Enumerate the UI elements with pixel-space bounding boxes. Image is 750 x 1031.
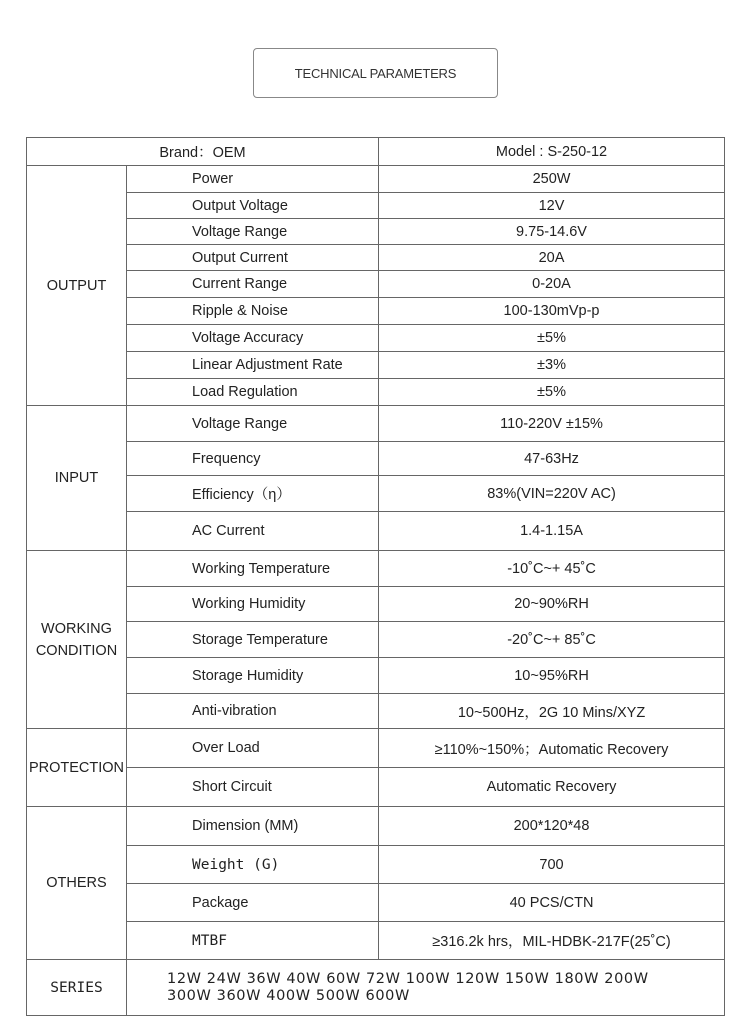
param-cell: Voltage Accuracy	[127, 325, 379, 352]
param-cell: Linear Adjustment Rate	[127, 352, 379, 379]
value-cell: 47-63Hz	[379, 442, 725, 476]
param-cell: Working Humidity	[127, 587, 379, 622]
table-row	[27, 166, 725, 193]
group-label-line: WORKING	[41, 620, 112, 637]
value-cell: 9.75-14.6V	[379, 219, 725, 245]
table-row	[27, 922, 725, 960]
table-row	[27, 219, 725, 245]
value-cell: -10˚C~+ 45˚C	[379, 551, 725, 587]
value-cell: ≥316.2k hrs，MIL-HDBK-217F(25˚C)	[379, 922, 725, 960]
table-row	[27, 551, 725, 587]
value-cell: ±5%	[379, 325, 725, 352]
table-row	[27, 352, 725, 379]
value-cell: ±3%	[379, 352, 725, 379]
table-row	[27, 476, 725, 512]
table-row	[27, 406, 725, 442]
table-row	[27, 694, 725, 729]
table-row	[27, 298, 725, 325]
group-label-output: OUTPUT	[27, 166, 127, 406]
value-cell: -20˚C~+ 85˚C	[379, 622, 725, 658]
spec-table	[26, 137, 725, 1016]
table-row	[27, 587, 725, 622]
param-cell: Output Current	[127, 245, 379, 271]
table-row	[27, 729, 725, 768]
value-cell: 110-220V ±15%	[379, 406, 725, 442]
param-cell: Output Voltage	[127, 193, 379, 219]
table-row	[27, 846, 725, 884]
series-label: SERIES	[27, 960, 127, 1016]
group-label-working-condition	[27, 551, 127, 729]
table-row	[27, 325, 725, 352]
param-cell: Frequency	[127, 442, 379, 476]
value-cell: 40 PCS/CTN	[379, 884, 725, 922]
value-cell: 100-130mVp-p	[379, 298, 725, 325]
series-values	[127, 960, 725, 1016]
value-cell: 200*120*48	[379, 807, 725, 846]
table-row	[27, 271, 725, 298]
series-line-1: 12W 24W 36W 40W 60W 72W 100W 120W 150W 180W 200W	[167, 970, 649, 987]
group-label-line: CONDITION	[35, 642, 118, 659]
value-cell: 250W	[379, 166, 725, 193]
value-cell: 12V	[379, 193, 725, 219]
value-cell: ±5%	[379, 379, 725, 406]
value-cell: 20~90%RH	[379, 587, 725, 622]
table-row	[27, 884, 725, 922]
value-cell: 10~500Hz，2G 10 Mins/XYZ	[379, 694, 725, 729]
group-label-others: OTHERS	[27, 807, 127, 960]
table-row	[27, 379, 725, 406]
param-cell: Ripple & Noise	[127, 298, 379, 325]
param-cell: Power	[127, 166, 379, 193]
param-cell: Over Load	[127, 729, 379, 768]
table-row	[27, 658, 725, 694]
param-cell: Current Range	[127, 271, 379, 298]
value-cell: 20A	[379, 245, 725, 271]
param-cell: Voltage Range	[127, 406, 379, 442]
table-row	[27, 512, 725, 551]
brand-cell: Brand：OEM	[27, 138, 379, 166]
param-cell: Anti-vibration	[127, 694, 379, 729]
param-cell: Working Temperature	[127, 551, 379, 587]
param-cell: Storage Temperature	[127, 622, 379, 658]
value-cell: 10~95%RH	[379, 658, 725, 694]
value-cell: ≥110%~150%；Automatic Recovery	[379, 729, 725, 768]
param-cell: MTBF	[127, 922, 379, 960]
table-row	[27, 622, 725, 658]
value-cell: 1.4-1.15A	[379, 512, 725, 551]
param-cell: Voltage Range	[127, 219, 379, 245]
value-cell: Automatic Recovery	[379, 768, 725, 807]
param-cell: AC Current	[127, 512, 379, 551]
value-cell: 700	[379, 846, 725, 884]
param-cell: Package	[127, 884, 379, 922]
param-cell: Short Circuit	[127, 768, 379, 807]
table-header-row	[27, 138, 725, 166]
table-row	[27, 807, 725, 846]
model-cell: Model : S-250-12	[379, 138, 725, 166]
group-label-protection: PROTECTION	[27, 729, 127, 807]
param-cell: Storage Humidity	[127, 658, 379, 694]
table-row	[27, 245, 725, 271]
param-cell: Dimension (MM)	[127, 807, 379, 846]
group-label-input: INPUT	[27, 406, 127, 551]
table-row	[27, 193, 725, 219]
param-cell: Load Regulation	[127, 379, 379, 406]
param-cell: Efficiency（η）	[127, 476, 379, 512]
param-cell: Weight (G)	[127, 846, 379, 884]
table-row	[27, 768, 725, 807]
series-row	[27, 960, 725, 1016]
series-line-2: 300W 360W 400W 500W 600W	[167, 987, 410, 1004]
table-row	[27, 442, 725, 476]
value-cell: 83%(VIN=220V AC)	[379, 476, 725, 512]
section-title: TECHNICAL PARAMETERS	[253, 48, 498, 98]
value-cell: 0-20A	[379, 271, 725, 298]
